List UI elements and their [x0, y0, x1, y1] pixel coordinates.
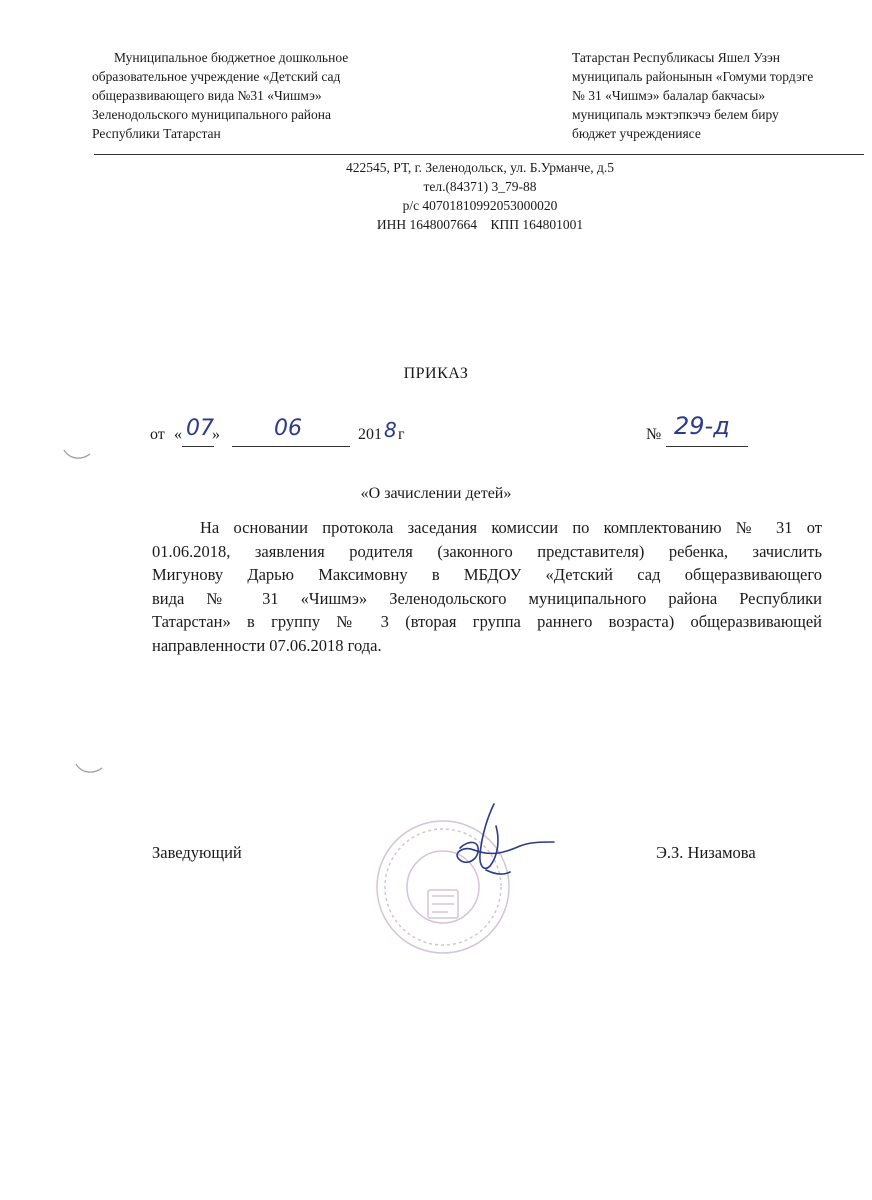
header-org-tatar [572, 48, 862, 143]
number-underline [666, 446, 748, 447]
date-prefix: от [150, 426, 165, 443]
punch-hole-mark [74, 762, 104, 776]
month-underline [232, 446, 350, 447]
order-date-number-line [150, 412, 770, 460]
year-printed: 201 [358, 426, 382, 443]
day-underline [182, 446, 214, 447]
document-title: ПРИКАЗ [403, 365, 469, 382]
phone-line: тел.(84371) 3_79-88 [423, 179, 537, 194]
year-suffix: г [398, 426, 405, 443]
quote-open: « [174, 426, 182, 443]
address-block [270, 158, 690, 234]
inn-kpp-line: ИНН 1648007664 КПП 164801001 [376, 217, 584, 232]
quote-close: » [212, 426, 220, 443]
number-label: № [646, 426, 662, 443]
body-line: направленности 07.06.2018 года. [152, 635, 382, 655]
body-line: На основании протокола заседания комиссии по комплектованию № 31 от [200, 518, 822, 537]
handwritten-month: 06 [274, 416, 302, 441]
body-line: Мигунову Дарью Максимовну в МБДОУ «Детский сад общеразвивающего [152, 565, 822, 584]
header-right-line: муниципаль мэктэпкэчэ белем биру [572, 107, 779, 122]
header-right-line: Татарстан Республикасы Яшел Узэн [572, 50, 780, 65]
handwritten-day: 07 [186, 416, 214, 441]
order-subject: «О зачислении детей» [360, 485, 512, 502]
header-org-russian [92, 48, 422, 143]
signatory-position: Заведующий [152, 843, 242, 862]
address-line: 422545, РТ, г. Зеленодольск, ул. Б.Урманче, д.5 [346, 160, 614, 175]
handwritten-order-number: 29-д [674, 412, 730, 440]
header-right-line: № 31 «Чишмэ» балалар бакчасы» [572, 88, 766, 103]
punch-hole-mark [62, 448, 92, 462]
handwritten-year-digit: 8 [384, 418, 397, 442]
header-right-line: муниципаль районынын «Гомуми тордэге [572, 69, 814, 84]
body-line: Татарстан» в группу № 3 (вторая группа раннего возраста) общеразвивающей [152, 612, 822, 631]
order-body [152, 516, 822, 657]
header-left-line: образовательное учреждение «Детский сад [92, 69, 341, 84]
header-left-line: общеразвивающего вида №31 «Чишмэ» [92, 88, 322, 103]
handwritten-signature [430, 796, 560, 886]
header-left-line: Муниципальное бюджетное дошкольное [114, 50, 349, 65]
account-line: р/с 40701810992053000020 [402, 198, 558, 213]
header-right-line: бюджет учреждениясе [572, 126, 701, 141]
signatory-name: Э.З. Низамова [656, 843, 756, 862]
body-line: вида № 31 «Чишмэ» Зеленодольского муниципального района Республики [152, 588, 822, 608]
header-left-line: Зеленодольского муниципального района [92, 107, 331, 122]
header-left-line: Республики Татарстан [92, 126, 221, 141]
body-line: 01.06.2018, заявления родителя (законного представителя) ребенка, зачислить [152, 541, 822, 561]
header-divider [94, 154, 864, 155]
